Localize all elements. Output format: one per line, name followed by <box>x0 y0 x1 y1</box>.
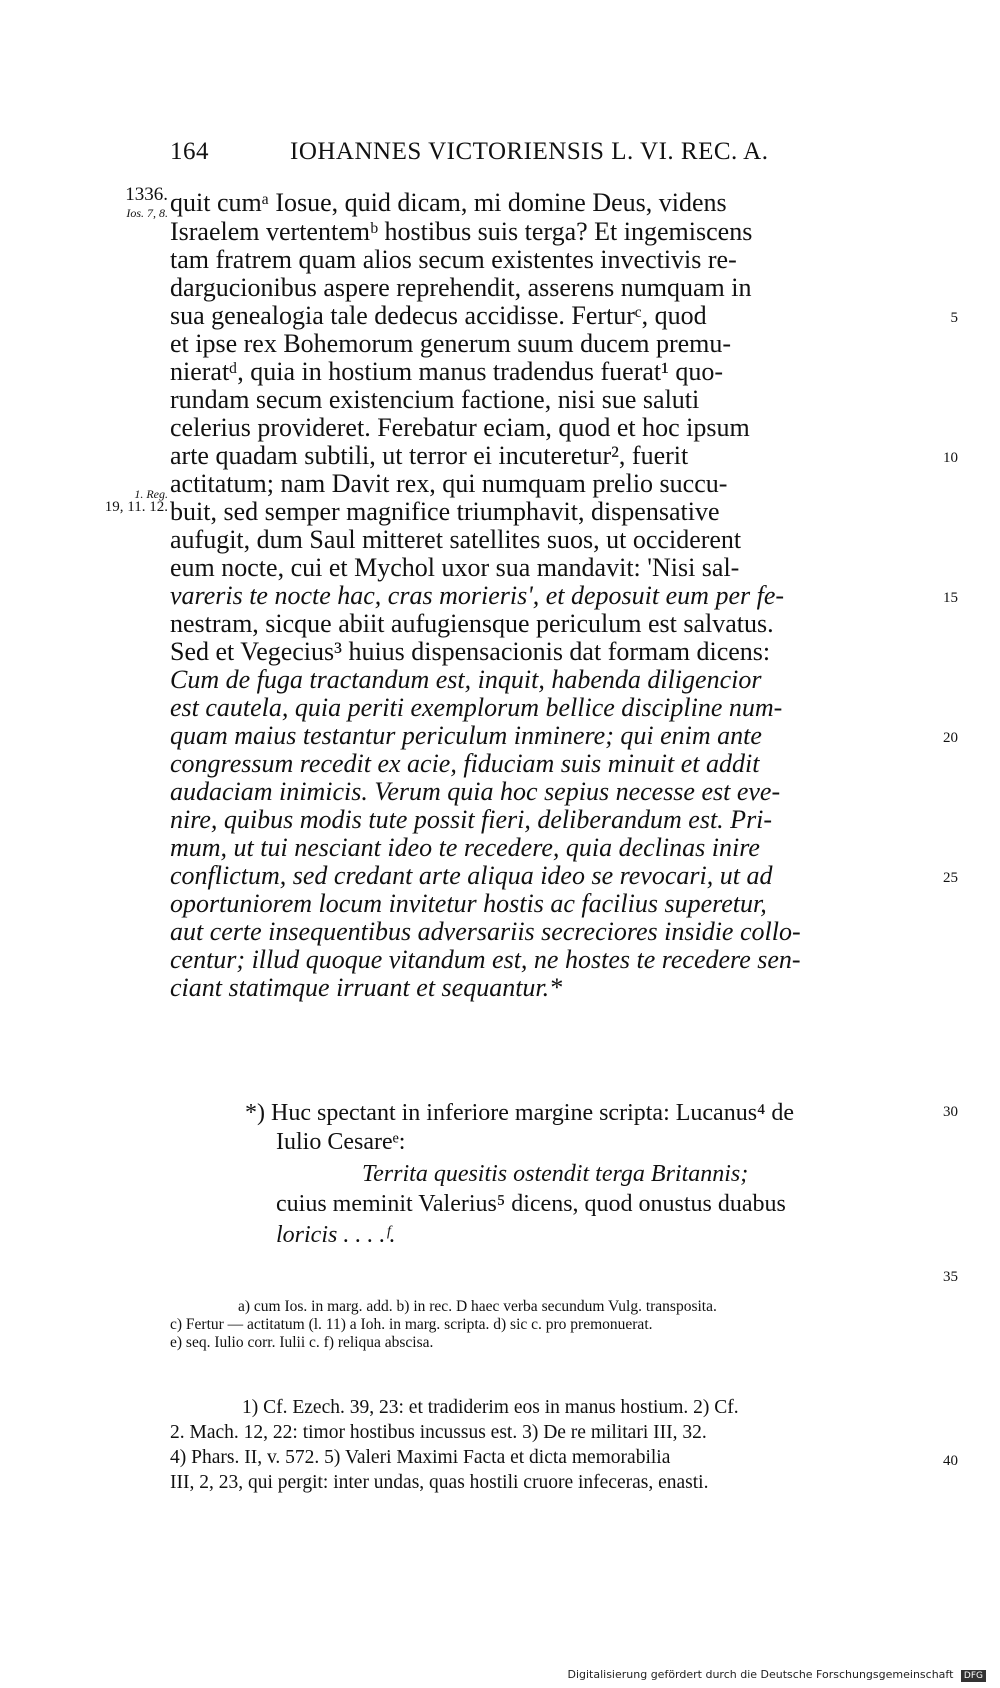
apparatus-line: a) cum Ios. in marg. add. b) in rec. D haec verba secundum Vulg. transposita. <box>238 1298 717 1315</box>
text-line: audaciam inimicis. Verum quia hoc sepius necesse est eve- <box>170 777 781 806</box>
star-note-line: Territa quesitis ostendit terga Britannis; <box>362 1161 749 1187</box>
footer-text: Digitalisierung gefördert durch die Deutsche Forschungsgemeinschaft <box>567 1668 954 1681</box>
note-line: 2. Mach. 12, 22: timor hostibus incussus est. 3) De re militari III, 32. <box>170 1422 707 1443</box>
star-note-line: Iulio Cesareᵉ: <box>276 1129 406 1155</box>
note-line: 4) Phars. II, v. 572. 5) Valeri Maximi Facta et dicta memorabilia <box>170 1447 671 1468</box>
text-line: quit cumᵃ Iosue, quid dicam, mi domine Deus, videns <box>170 188 727 217</box>
text-line: tam fratrem quam alios secum existentes invectivis re- <box>170 245 737 274</box>
text-line: Cum de fuga tractandum est, inquit, habenda diligencior <box>170 665 762 694</box>
line-number: 5 <box>950 310 958 326</box>
page-number: 164 <box>170 138 209 165</box>
text-line: actitatum; nam Davit rex, qui numquam prelio succu- <box>170 469 728 498</box>
line-number: 10 <box>943 450 958 466</box>
star-note-line: loricis . . . .ᶠ. <box>276 1222 396 1248</box>
running-title: IOHANNES VICTORIENSIS L. VI. REC. A. <box>290 138 769 165</box>
star-note-line: *) Huc spectant in inferiore margine scripta: Lucanus⁴ de <box>245 1100 795 1126</box>
margin-reference: 1. Reg. <box>134 487 168 501</box>
text-line: Israelem vertentemᵇ hostibus suis terga? Et ingemiscens <box>170 217 753 246</box>
text-line: congressum recedit ex acie, fiduciam suis minuit et addit <box>170 749 760 778</box>
page-header <box>170 138 860 178</box>
text-line: rundam secum existencium factione, nisi sue saluti <box>170 385 700 414</box>
text-line: conflictum, sed credant arte aliqua ideo se revocari, ut ad <box>170 861 773 890</box>
line-number: 25 <box>943 870 958 886</box>
apparatus-line: e) seq. Iulio corr. Iulii c. f) reliqua abscisa. <box>170 1334 434 1351</box>
text-line: nieratᵈ, quia in hostium manus tradendus fuerat¹ quo- <box>170 357 724 386</box>
text-line: mum, ut tui nesciant ideo te recedere, quia declinas inire <box>170 833 760 862</box>
apparatus-line: c) Fertur — actitatum (l. 11) a Ioh. in marg. scripta. d) sic c. pro premonuerat. <box>170 1316 653 1333</box>
text-line: sua genealogia tale dedecus accidisse. Ferturᶜ, quod <box>170 301 707 330</box>
note-line: 1) Cf. Ezech. 39, 23: et tradiderim eos in manus hostium. 2) Cf. <box>242 1397 739 1418</box>
text-line: vareris te nocte hac, cras morieris', et deposuit eum per fe- <box>170 581 785 610</box>
text-line: ciant statimque irruant et sequantur.* <box>170 973 563 1002</box>
text-line: buit, sed semper magnifice triumphavit, dispensative <box>170 497 720 526</box>
dfg-logo: DFG <box>961 1670 986 1682</box>
text-line: nire, quibus modis tute possit fieri, deliberandum est. Pri- <box>170 805 773 834</box>
line-number: 40 <box>943 1453 958 1469</box>
text-line: eum nocte, cui et Mychol uxor sua mandavit: 'Nisi sal- <box>170 553 740 582</box>
line-number: 35 <box>943 1269 958 1285</box>
margin-reference: Ios. 7, 8. <box>126 206 168 220</box>
text-line: est cautela, quia periti exemplorum bellice discipline num- <box>170 693 783 722</box>
line-number: 15 <box>943 590 958 606</box>
funding-footer <box>567 1668 986 1682</box>
text-line: et ipse rex Bohemorum generum suum ducem premu- <box>170 329 732 358</box>
text-line: Sed et Vegecius³ huius dispensacionis dat formam dicens: <box>170 637 771 666</box>
text-line: quam maius testantur periculum inminere; qui enim ante <box>170 721 762 750</box>
text-line: oportuniorem locum invitetur hostis ac facilius superetur, <box>170 889 767 918</box>
margin-reference: 19, 11. 12. <box>104 499 168 515</box>
text-line: celerius provideret. Ferebatur eciam, quod et hoc ipsum <box>170 413 750 442</box>
text-line: aut certe insequentibus adversariis secreciores insidie collo- <box>170 917 801 946</box>
text-line: centur; illud quoque vitandum est, ne hostes te recedere sen- <box>170 945 801 974</box>
star-note-line: cuius meminit Valerius⁵ dicens, quod onustus duabus <box>276 1191 786 1217</box>
text-line: arte quadam subtili, ut terror ei incuteretur², fuerit <box>170 441 689 470</box>
line-number: 20 <box>943 730 958 746</box>
line-number: 30 <box>943 1104 958 1120</box>
note-line: III, 2, 23, qui pergit: inter undas, quas hostili cruore infeceras, enasti. <box>170 1472 709 1493</box>
text-line: aufugit, dum Saul mitteret satellites suos, ut occiderent <box>170 525 742 554</box>
text-line: dargucionibus aspere reprehendit, asserens numquam in <box>170 273 752 302</box>
text-line: nestram, sicque abiit aufugiensque periculum est salvatus. <box>170 609 774 638</box>
margin-year: 1336. <box>125 184 168 205</box>
